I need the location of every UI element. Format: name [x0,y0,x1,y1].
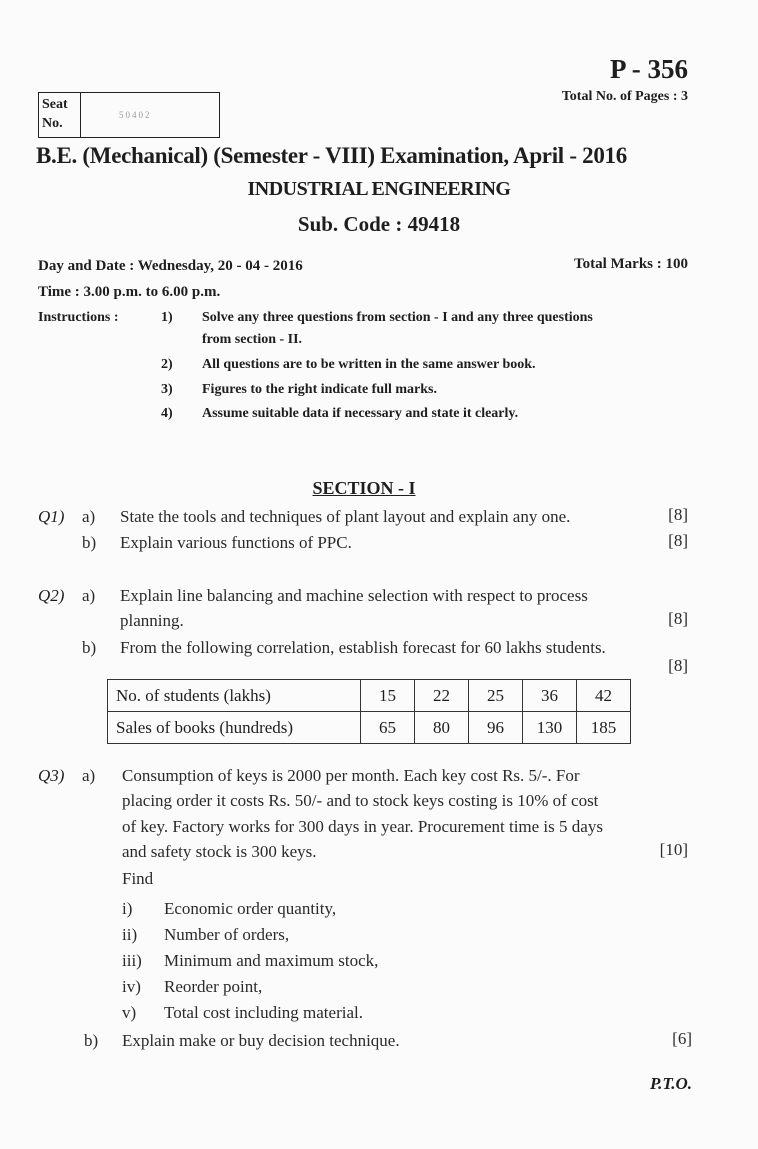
table-cell: 25 [469,680,523,712]
marks: [8] [668,505,688,524]
table-cell: 22 [415,680,469,712]
marks: [8] [668,609,688,628]
sub-item-number: ii) [122,925,138,944]
seat-value: 50402 [119,110,152,120]
table-cell: 80 [415,712,469,744]
row-header: Sales of books (hundreds) [108,712,361,744]
instruction-text: Figures to the right indicate full marks. [202,382,438,397]
table-cell: 185 [577,712,631,744]
part-label: b) [82,533,97,552]
exam-title: B.E. (Mechanical) (Semester - VIII) Examination, April - 2016 [36,143,627,168]
question-text: State the tools and techniques of plant layout and explain any one. [120,507,571,526]
day-date: Day and Date : Wednesday, 20 - 04 - 2016 [38,258,303,274]
page-turn-note: P.T.O. [649,1074,692,1093]
part-label: a) [82,586,96,605]
data-table [107,679,631,744]
table-cell: 42 [577,680,631,712]
instruction-text: Solve any three questions from section - I and any three questions [202,310,593,325]
part-label: b) [84,1031,99,1050]
table-cell: 36 [523,680,577,712]
seat-number-box [38,92,220,138]
total-marks: Total Marks : 100 [573,256,688,272]
instruction-text: from section - II. [202,332,303,347]
question-text: placing order it costs Rs. 50/- and to stock keys costing is 10% of cost [122,791,599,810]
question-text: Explain line balancing and machine selection with respect to process [120,586,588,605]
part-label: a) [82,507,96,526]
part-label: b) [82,638,97,657]
question-number: Q1) [38,507,65,526]
instructions-label: Instructions : [38,310,119,325]
sub-item-text: Reorder point, [164,977,263,996]
part-label: a) [82,766,96,785]
row-header: No. of students (lakhs) [108,680,361,712]
sub-item-number: iii) [122,951,142,970]
paper-code: P - 356 [610,54,688,84]
exam-time: Time : 3.00 p.m. to 6.00 p.m. [38,284,221,300]
table-row [108,680,631,712]
section-title: SECTION - I [312,478,416,498]
question-text: Explain various functions of PPC. [120,533,352,552]
table-cell: 96 [469,712,523,744]
instruction-text: Assume suitable data if necessary and state it clearly. [202,406,519,421]
question-number: Q2) [38,586,65,605]
subject-title: INDUSTRIAL ENGINEERING [247,178,511,200]
question-text: Consumption of keys is 2000 per month. Each key cost Rs. 5/-. For [122,766,580,785]
marks: [8] [668,531,688,550]
question-text: and safety stock is 300 keys. [122,842,317,861]
instruction-number: 1) [161,310,173,325]
sub-item-text: Economic order quantity, [164,899,337,918]
sub-code: Sub. Code : 49418 [297,212,461,236]
instruction-number: 2) [161,357,173,372]
sub-item-text: Number of orders, [164,925,290,944]
table-cell: 130 [523,712,577,744]
marks: [6] [672,1029,692,1048]
question-text: of key. Factory works for 300 days in year. Procurement time is 5 days [122,817,603,836]
sub-item-number: iv) [122,977,141,996]
seat-label: Seat No. [39,93,81,137]
question-text: planning. [120,611,184,630]
sub-item-number: v) [122,1003,137,1022]
sub-item-text: Total cost including material. [164,1003,363,1022]
table-row [108,712,631,744]
instruction-text: All questions are to be written in the same answer book. [202,357,536,372]
question-text: Explain make or buy decision technique. [122,1031,400,1050]
marks: [10] [659,840,688,859]
question-text: From the following correlation, establish forecast for 60 lakhs students. [120,638,606,657]
table-cell: 65 [361,712,415,744]
question-number: Q3) [38,766,65,785]
marks: [8] [668,656,688,675]
table-cell: 15 [361,680,415,712]
find-label: Find [122,869,154,888]
total-pages: Total No. of Pages : 3 [561,89,688,104]
instruction-number: 3) [161,382,173,397]
sub-item-text: Minimum and maximum stock, [164,951,379,970]
instruction-number: 4) [161,406,173,421]
sub-item-number: i) [122,899,133,918]
